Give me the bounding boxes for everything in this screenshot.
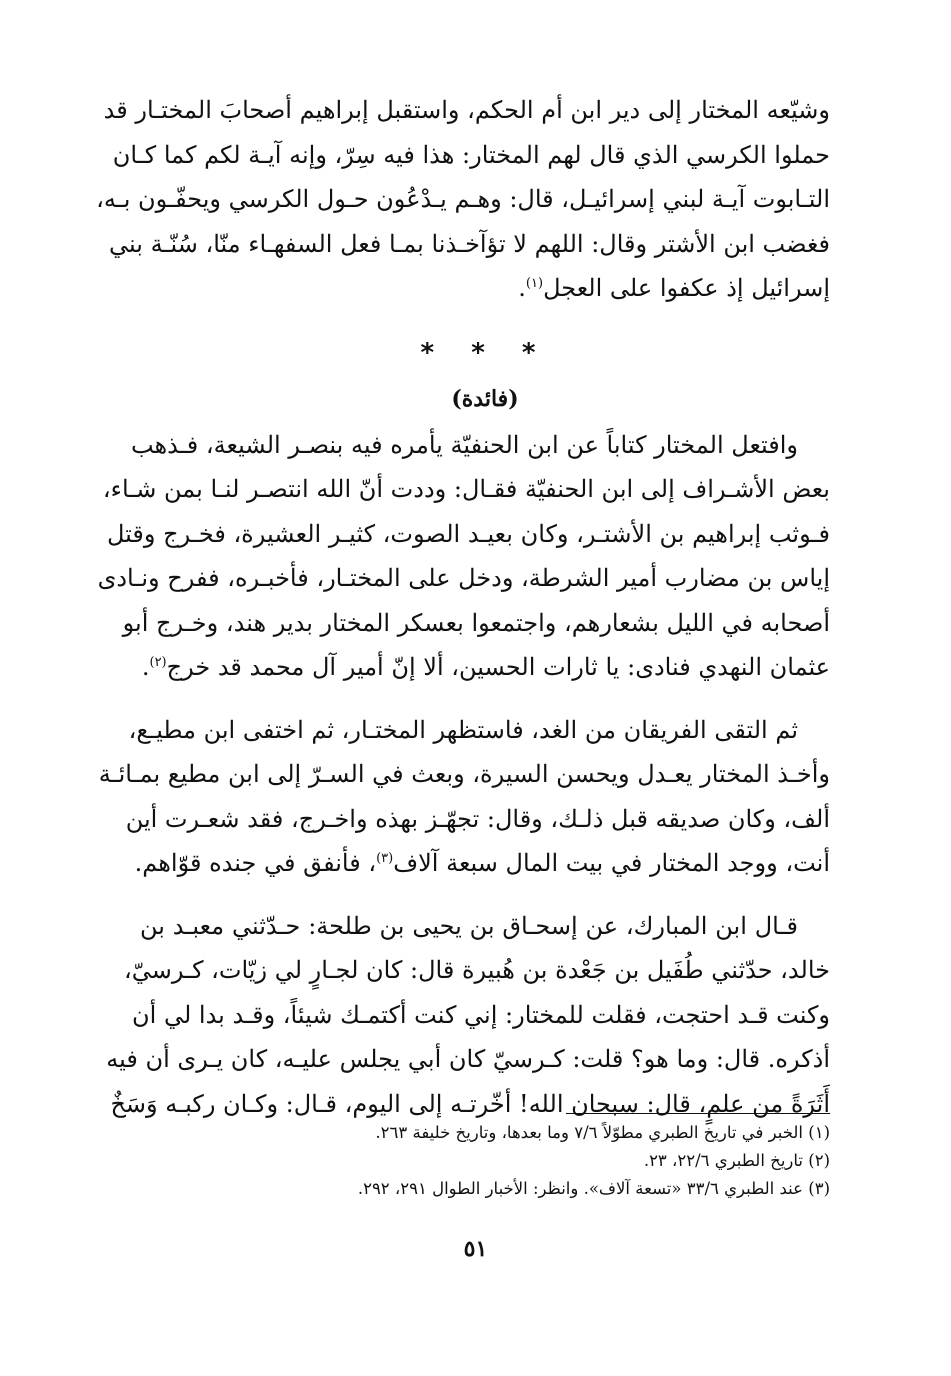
section-heading: (فائدة) (451, 385, 519, 412)
paragraph-3 (98, 708, 830, 886)
text-line: ألف، وكان صديقه قبل ذلـك، وقال: تجهّـز بهذه واخـرج، فقد شعـرت أين (125, 804, 830, 833)
footnotes (140, 1119, 830, 1203)
page-body (96, 88, 830, 1126)
text-line (140, 645, 830, 690)
footnote-divider (566, 1113, 830, 1114)
text-line: وأخـذ المختار يعـدل ويحسن السيرة، وبعث في السـرّ إلى ابن مطيع بمـائـة (98, 760, 830, 788)
paragraph-4 (106, 904, 830, 1127)
text-line (140, 266, 830, 311)
text-line: أصحابه في الليل بشعارهم، واجتمعوا بعسكر المختار بدير هند، وخـرج أبو (122, 608, 830, 637)
paragraph-2 (97, 423, 830, 690)
text-line: حملوا الكرسي الذي قال لهم المختار: هذا فيه سِرّ، وإنه آيـة لكم كما كـان (112, 140, 830, 169)
footnote-1: (١) الخبر في تاريخ الطبري مطوّلاً ٧/٦ وما بعدها، وتاريخ خليفة ٢٦٣. (375, 1123, 830, 1142)
page-number: ٥١ (463, 1236, 488, 1262)
text-line (134, 841, 830, 886)
footnote-ref-2: (٢) (149, 655, 167, 670)
footnote-3: (٣) عند الطبري ٣٣/٦ «تسعة آلاف». وانظر: الأخبار الطوال ٢٩١، ٢٩٢. (357, 1179, 830, 1198)
text-line: وكنت قـد احتجت، فقلت للمختار: إني كنت أكتمـك شيئاً، وقـد بدا لي أن (132, 1000, 830, 1029)
text-line: خالد، حدّثني طُفَيل بن جَعْدة بن هُبيرة قال: كان لجـارٍ لي زيّات، كـرسيّ، (123, 956, 830, 984)
text-fragment: أنت، ووجد المختار في بيت المال سبعة آلاف (393, 849, 830, 877)
footnote-ref-1: (١) (525, 276, 544, 291)
text-line: وافتعل المختار كتاباً عن ابن الحنفيّة يأمره فيه بنصـر الشيعة، فـذهب (130, 430, 798, 459)
text-line: التـابوت آيـة لبني إسرائيـل، قال: وهـم يـدْعُون حـول الكرسي ويحفّـون بـه، (96, 185, 830, 213)
text-fragment: ، فأنفق في جنده قوّاهم. (134, 849, 377, 877)
section-separator: * * * (420, 337, 550, 368)
text-line: بعض الأشـراف إلى ابن الحنفيّة فقـال: وددت أنّ الله انتصـر لنـا بمن شـاء، (102, 475, 830, 503)
footnote-2: (٢) تاريخ الطبري ٢٢/٦، ٢٣. (643, 1151, 830, 1170)
text-fragment: إسرائيل إذ عكفوا على العجل (543, 274, 830, 302)
text-line: فـوثب إبراهيم بن الأشتـر، وكان بعيـد الصوت، كثيـر العشيرة، فخـرج وقتل (106, 519, 830, 548)
text-fragment: . (141, 653, 150, 681)
text-line: إياس بن مضارب أمير الشرطة، ودخل على المختـار، فأخبـره، ففرح ونـادى (97, 564, 830, 592)
text-line: قـال ابن المبارك، عن إسحـاق بن يحيى بن طلحة: حـدّثني معبـد بن (140, 911, 798, 940)
text-line: وشيّعه المختار إلى دير ابن أم الحكم، واستقبل إبراهيم أصحابَ المختـار قد (103, 96, 830, 124)
text-line: أذكره. قال: وما هو؟ قلت: كـرسيّ كان أبي يجلس عليـه، كان يـرى أن فيه (106, 1045, 830, 1073)
footnote-ref-3: (٣) (376, 851, 394, 866)
text-line: ثم التقى الفريقان من الغد، فاستظهر المختـار، ثم اختفى ابن مطيـع، (128, 715, 798, 744)
text-line: أَثَرَةً من علمٍ، قال: سبحان الله! أخّرتـه إلى اليوم، قـال: وكـان ركبـه وَسَخٌ (110, 1089, 830, 1118)
text-fragment: . (518, 274, 526, 302)
text-line: فغضب ابن الأشتر وقال: اللهم لا تؤآخـذنا بمـا فعل السفهـاء منّا، سُنّـة بني (109, 229, 830, 258)
text-fragment: عثمان النهدي فنادى: يا ثارات الحسين، ألا إنّ أمير آل محمد قد خرج (166, 653, 830, 681)
paragraph-1 (96, 88, 830, 311)
